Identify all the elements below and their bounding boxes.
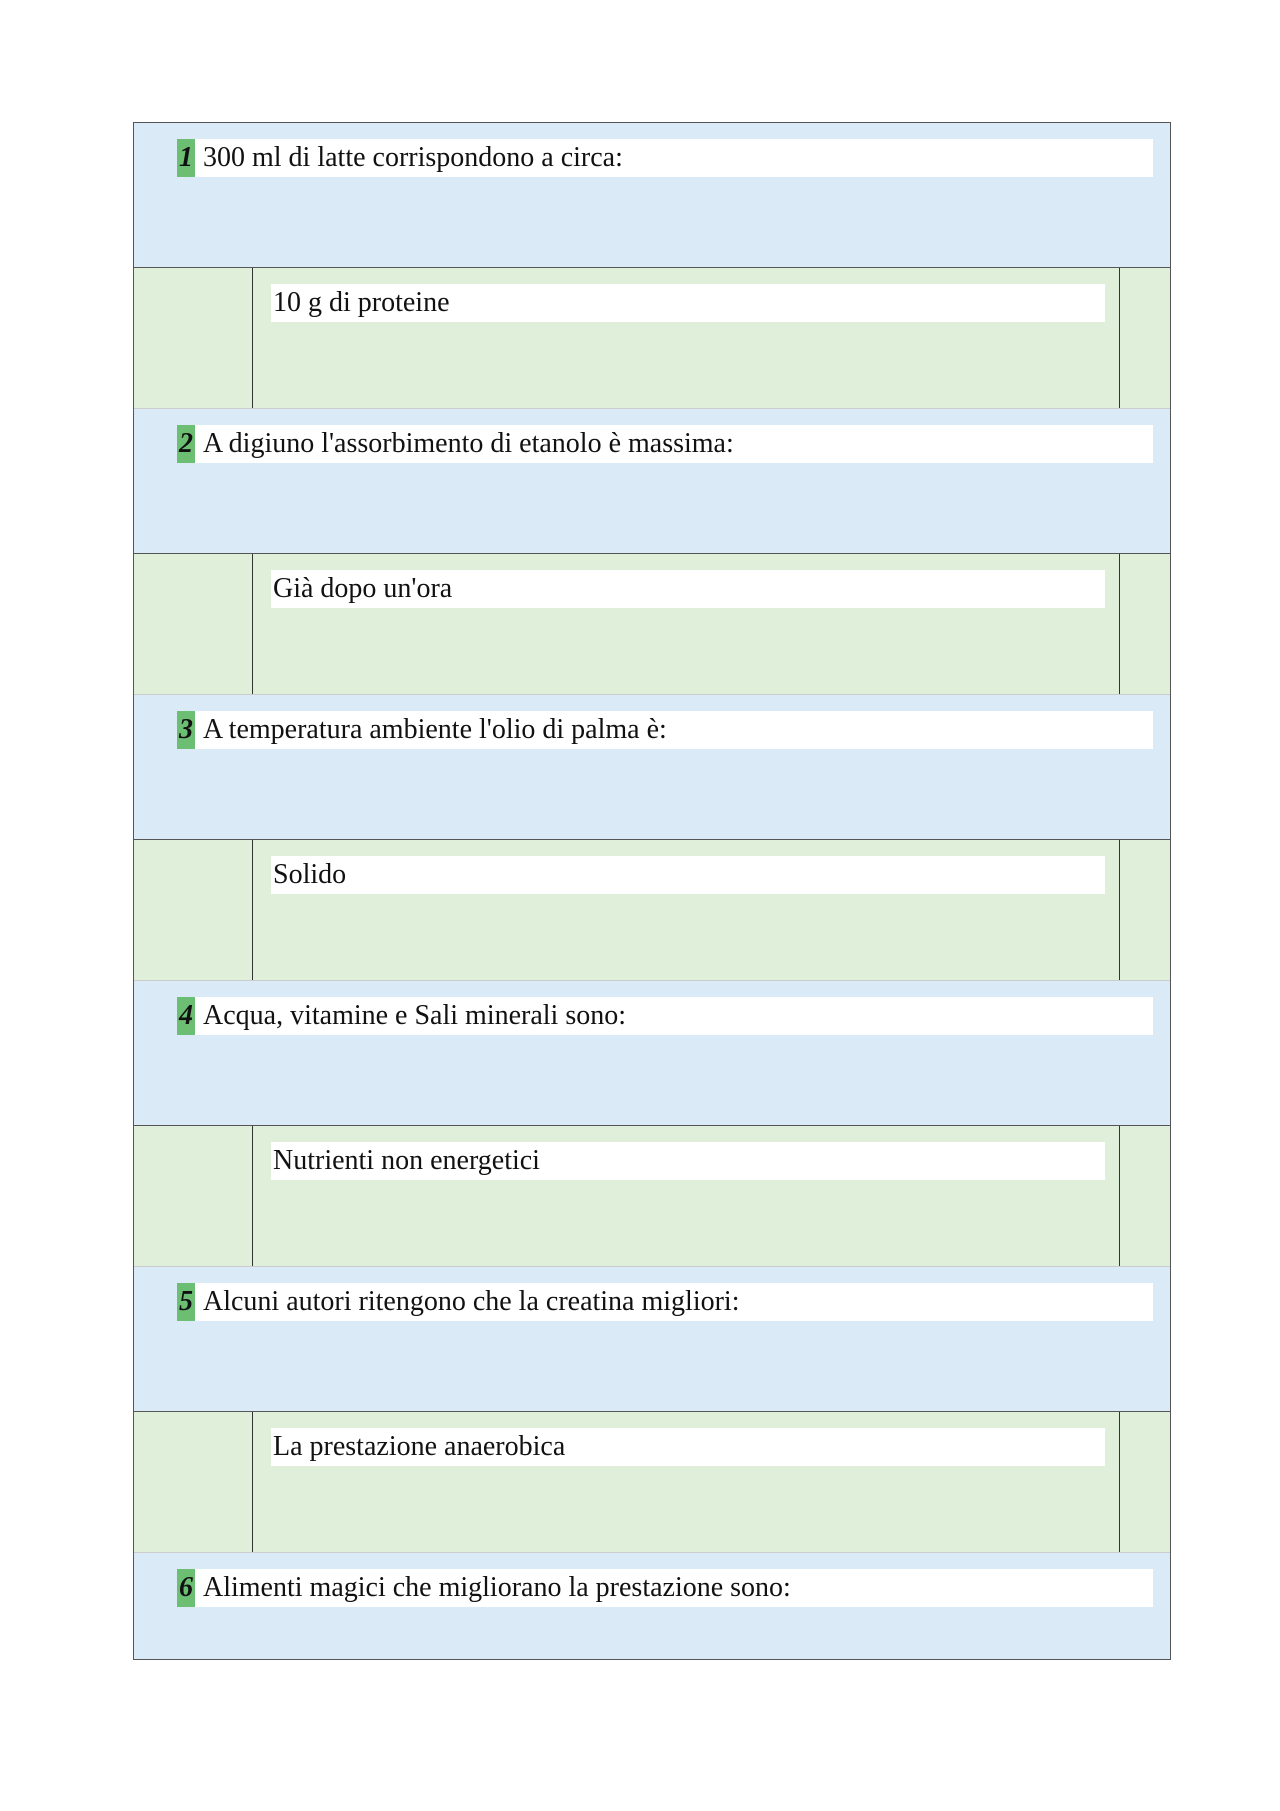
question-row bbox=[134, 123, 1170, 268]
question-row bbox=[134, 1553, 1170, 1659]
answer-text[interactable]: Solido bbox=[271, 856, 1105, 894]
question-number: 5 bbox=[177, 1283, 195, 1321]
question-text[interactable]: Alcuni autori ritengono che la creatina migliori: bbox=[195, 1283, 1153, 1321]
question-text[interactable]: 300 ml di latte corrispondono a circa: bbox=[195, 139, 1153, 177]
answer-text[interactable]: La prestazione anaerobica bbox=[271, 1428, 1105, 1466]
answer-row bbox=[134, 554, 1170, 695]
column-divider bbox=[1119, 554, 1120, 694]
column-divider bbox=[1119, 268, 1120, 408]
column-divider bbox=[252, 1126, 253, 1266]
answer-row bbox=[134, 1126, 1170, 1267]
column-divider bbox=[1119, 1412, 1120, 1552]
question-number: 4 bbox=[177, 997, 195, 1035]
column-divider bbox=[252, 1412, 253, 1552]
question-text[interactable]: Alimenti magici che migliorano la prestazione sono: bbox=[195, 1569, 1153, 1607]
question-text[interactable]: A digiuno l'assorbimento di etanolo è massima: bbox=[195, 425, 1153, 463]
question-number: 6 bbox=[177, 1569, 195, 1607]
column-divider bbox=[252, 840, 253, 980]
answer-row bbox=[134, 840, 1170, 981]
quiz-table bbox=[133, 122, 1171, 1660]
question-text[interactable]: Acqua, vitamine e Sali minerali sono: bbox=[195, 997, 1153, 1035]
answer-row bbox=[134, 268, 1170, 409]
question-row bbox=[134, 981, 1170, 1126]
column-divider bbox=[252, 268, 253, 408]
answer-text[interactable]: Già dopo un'ora bbox=[271, 570, 1105, 608]
question-number: 2 bbox=[177, 425, 195, 463]
answer-row bbox=[134, 1412, 1170, 1553]
answer-text[interactable]: Nutrienti non energetici bbox=[271, 1142, 1105, 1180]
answer-text[interactable]: 10 g di proteine bbox=[271, 284, 1105, 322]
question-text[interactable]: A temperatura ambiente l'olio di palma è: bbox=[195, 711, 1153, 749]
question-row bbox=[134, 695, 1170, 840]
question-number: 3 bbox=[177, 711, 195, 749]
column-divider bbox=[1119, 1126, 1120, 1266]
question-row bbox=[134, 1267, 1170, 1412]
question-number: 1 bbox=[177, 139, 195, 177]
question-row bbox=[134, 409, 1170, 554]
column-divider bbox=[252, 554, 253, 694]
column-divider bbox=[1119, 840, 1120, 980]
